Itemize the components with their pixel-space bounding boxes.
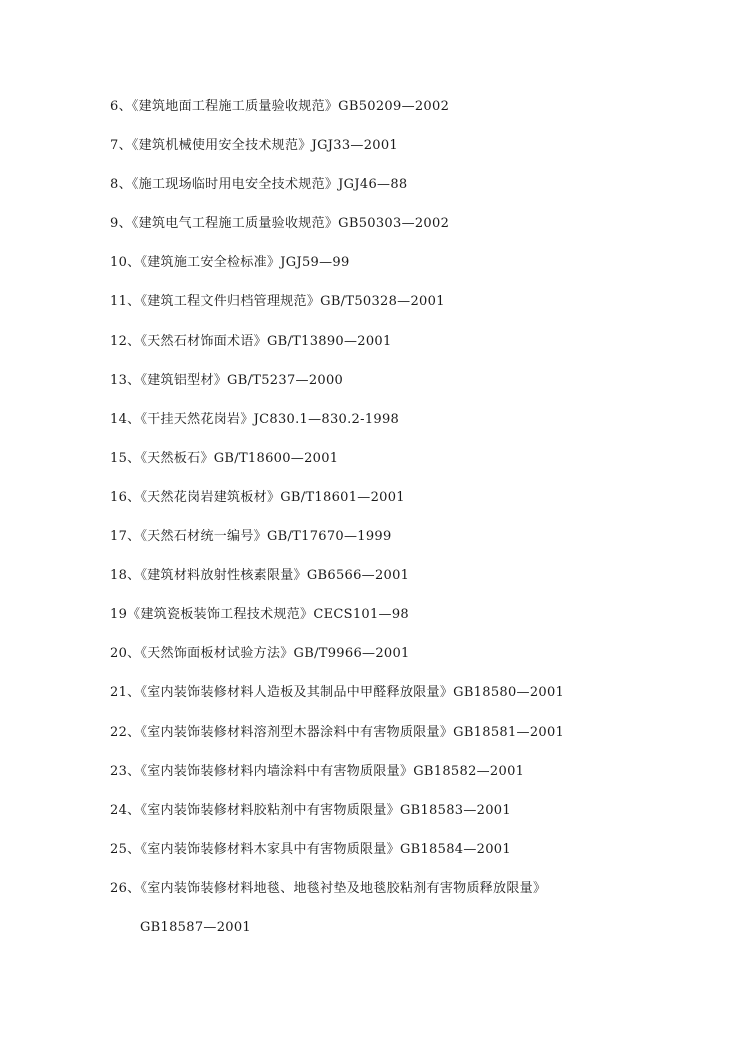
standard-item-16: 16、《天然花岗岩建筑板材》GB/T18601—2001 — [110, 489, 405, 505]
standard-item-6: 6、《建筑地面工程施工质量验收规范》GB50209—2002 — [110, 99, 450, 114]
standard-item-18: 18、《建筑材料放射性核素限量》GB6566—2001 — [110, 568, 410, 584]
standard-item-12: 12、《天然石材饰面术语》GB/T13890—2001 — [110, 333, 392, 349]
standard-item-9: 9、《建筑电气工程施工质量验收规范》GB50303—2002 — [110, 216, 450, 232]
standard-item-8: 8、《施工现场临时用电安全技术规范》JGJ46—88 — [110, 177, 408, 193]
standard-item-13: 13、《建筑铝型材》GB/T5237—2000 — [110, 372, 344, 388]
standard-item-26-code: GB18587—2001 — [140, 919, 251, 935]
standard-item-22: 22、《室内装饰装修材料溶剂型木器涂料中有害物质限量》GB18581—2001 — [110, 724, 565, 740]
standard-item-7: 7、《建筑机械使用安全技术规范》JGJ33—2001 — [110, 138, 399, 154]
standard-item-25: 25、《室内装饰装修材料木家具中有害物质限量》GB18584—2001 — [110, 841, 511, 857]
standard-item-10: 10、《建筑施工安全检标准》JGJ59—99 — [110, 255, 350, 271]
standard-item-11: 11、《建筑工程文件归档管理规范》GB/T50328—2001 — [110, 294, 445, 310]
standard-item-15: 15、《天然板石》GB/T18600—2001 — [110, 450, 339, 466]
standard-item-26 — [110, 879, 710, 938]
standard-item-14: 14、《干挂天然花岗岩》JC830.1—830.2-1998 — [110, 411, 400, 427]
standard-item-17: 17、《天然石材统一编号》GB/T17670—1999 — [110, 529, 392, 545]
standard-item-24: 24、《室内装饰装修材料胶粘剂中有害物质限量》GB18583—2001 — [110, 802, 511, 818]
standard-item-26-title: 26、《室内装饰装修材料地毯、地毯衬垫及地毯胶粘剂有害物质释放限量》 — [110, 880, 547, 896]
standard-item-20: 20、《天然饰面板材试验方法》GB/T9966—2001 — [110, 646, 410, 662]
standard-item-19: 19《建筑瓷板装饰工程技术规范》CECS101—98 — [110, 607, 409, 623]
standards-list — [110, 97, 710, 938]
standard-item-21: 21、《室内装饰装修材料人造板及其制品中甲醛释放限量》GB18580—2001 — [110, 685, 565, 701]
standard-item-23: 23、《室内装饰装修材料内墙涂料中有害物质限量》GB18582—2001 — [110, 763, 525, 779]
